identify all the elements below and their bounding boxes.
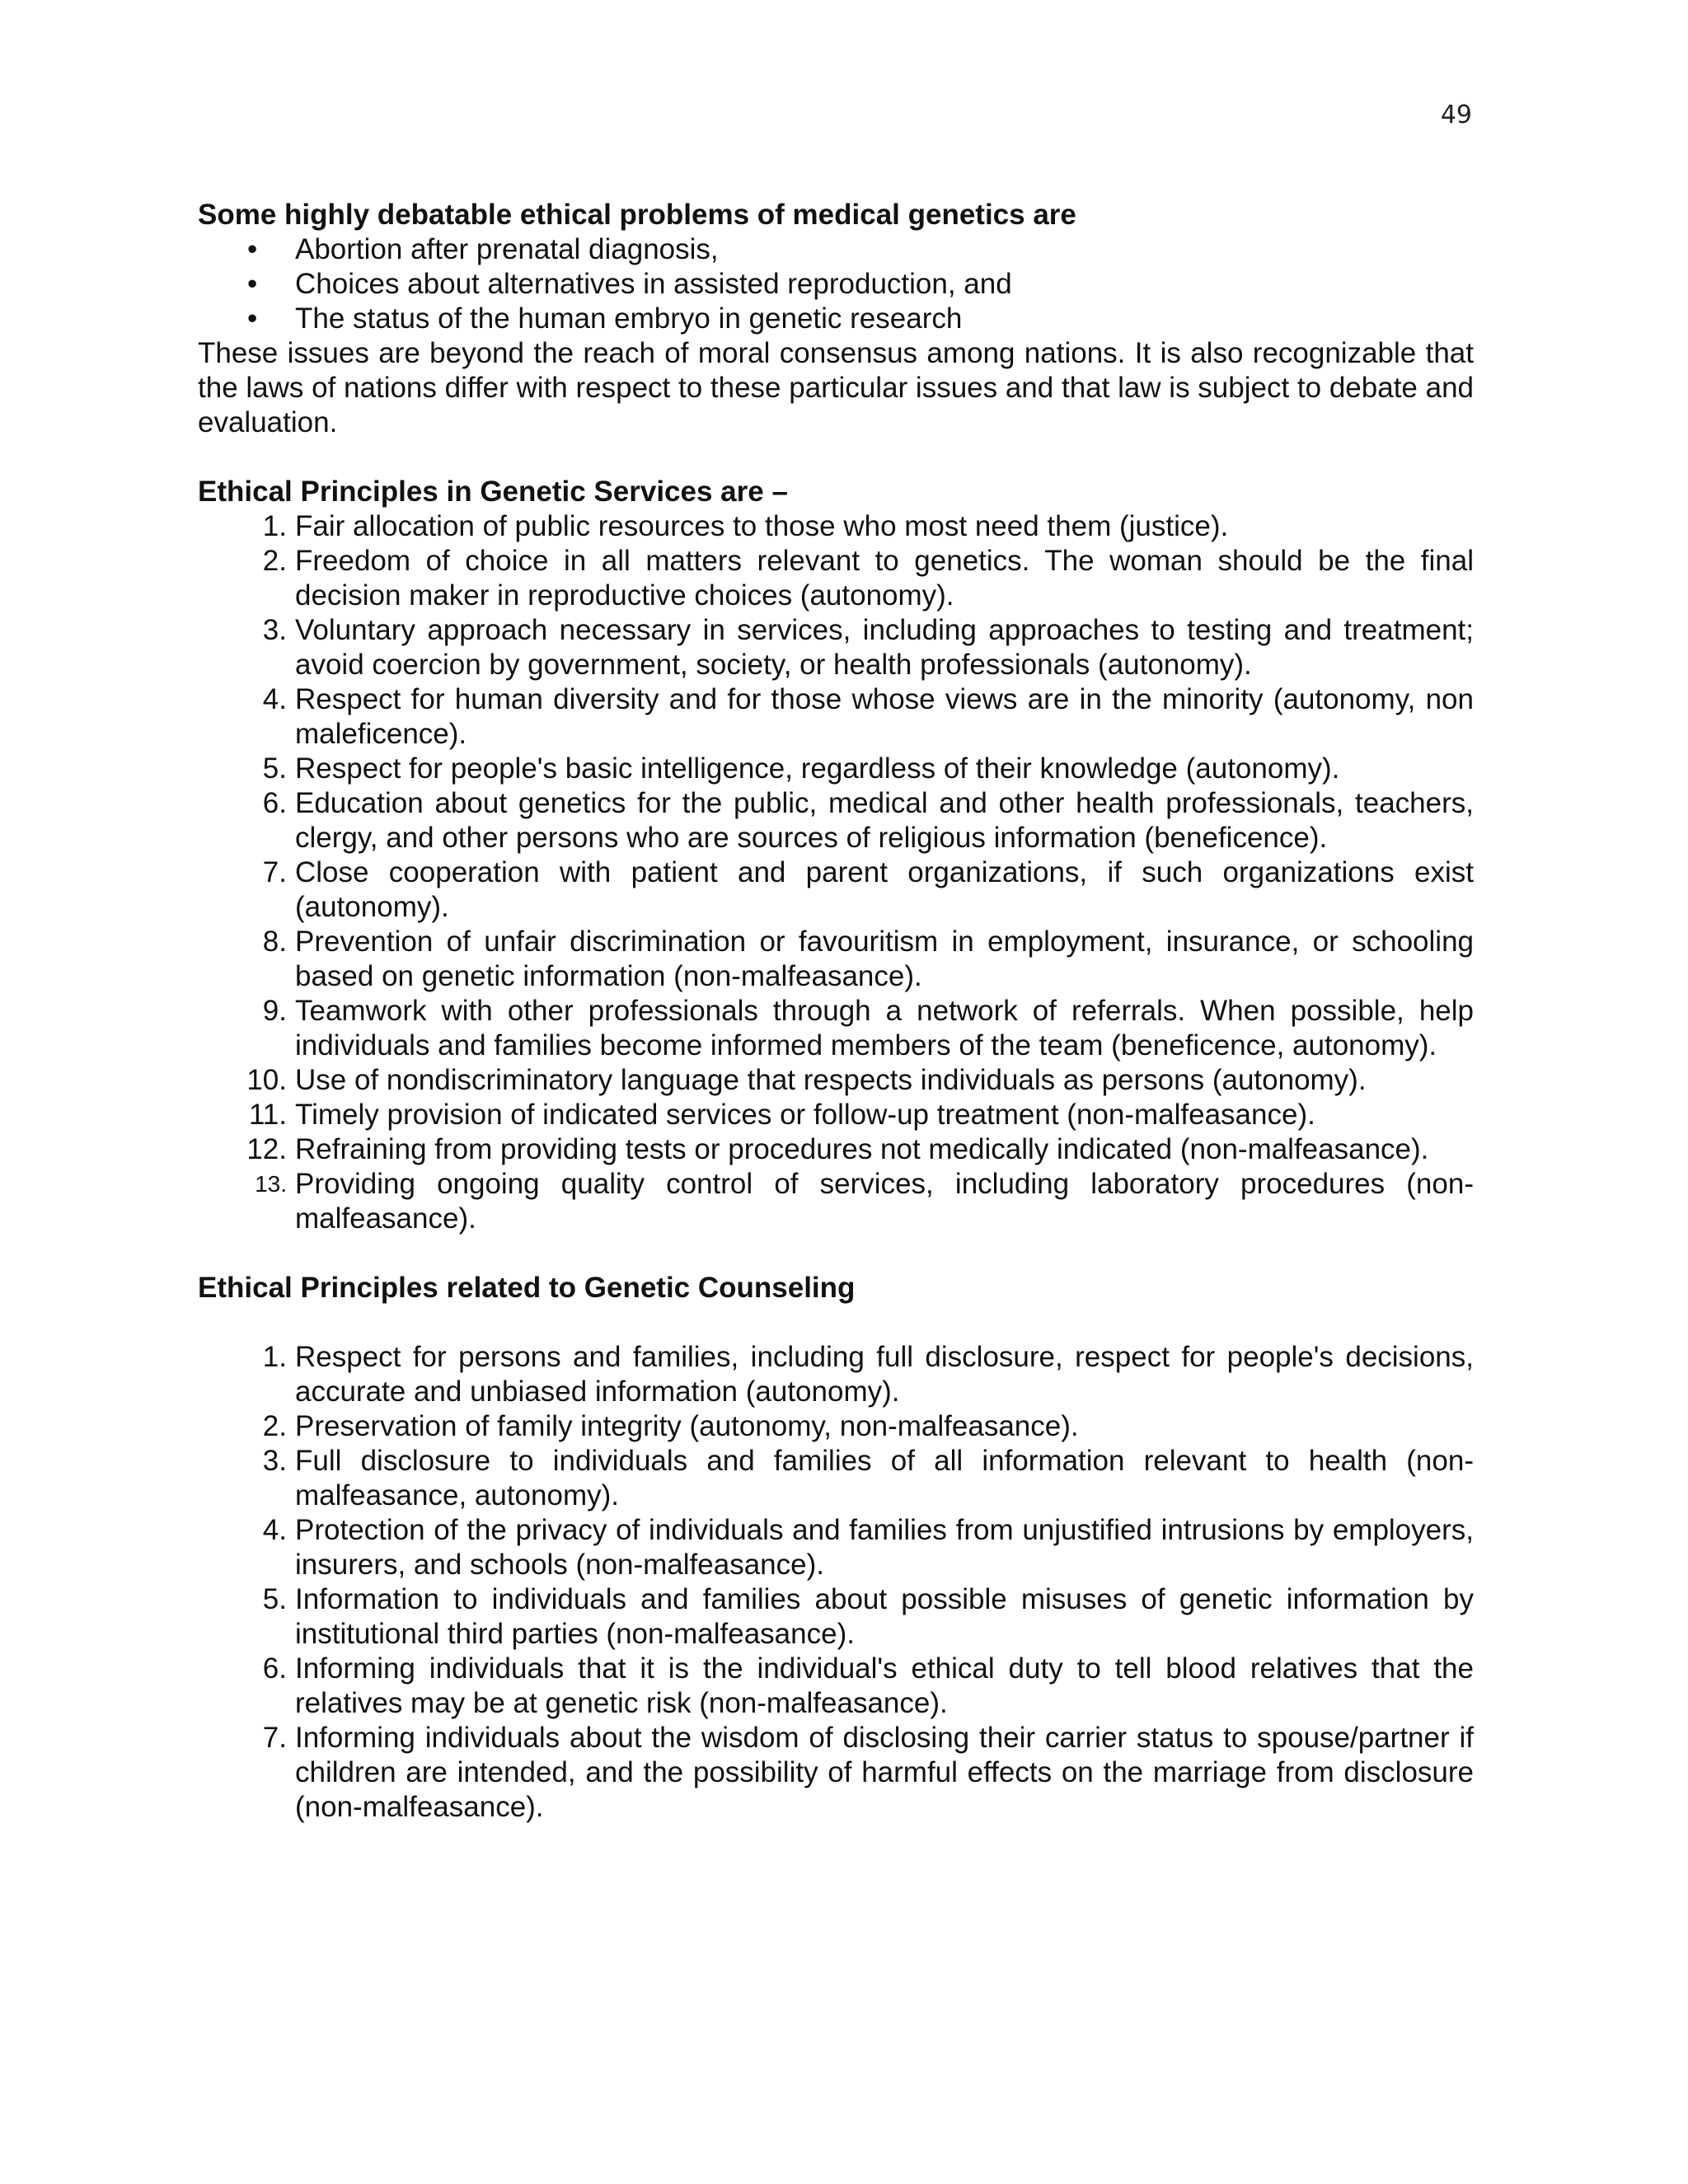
list-item-number: 9. <box>262 995 287 1027</box>
list-item <box>198 1132 1474 1167</box>
list-item <box>198 613 1474 682</box>
list-item-number: 1. <box>262 510 287 542</box>
genetic-services-principles-list <box>198 509 1474 1236</box>
list-item <box>198 682 1474 752</box>
section-heading-genetic-services: Ethical Principles in Genetic Services are – <box>198 476 788 508</box>
list-item <box>198 1063 1474 1098</box>
list-item-number: 8. <box>262 926 287 958</box>
list-item-number: 4. <box>262 1514 287 1546</box>
page-content <box>198 198 1474 1825</box>
debatable-problems-list <box>198 232 1474 336</box>
list-item-text: Fair allocation of public resources to those who most need them (justice). <box>295 510 1229 542</box>
list-item-text: Preservation of family integrity (autonomy, non-malfeasance). <box>295 1410 1079 1442</box>
list-item-number: 6. <box>262 1652 287 1685</box>
list-item-text: Timely provision of indicated services or follow-up treatment (non-malfeasance). <box>295 1099 1315 1131</box>
list-item-number: 2. <box>262 1410 287 1442</box>
list-item <box>198 1409 1474 1444</box>
list-item-text: Teamwork with other professionals through a network of referrals. When possible, help individuals and families become informed members of the team (beneficence, autonomy). <box>295 995 1474 1062</box>
list-item-text: Use of nondiscriminatory language that respects individuals as persons (autonomy). <box>295 1064 1367 1096</box>
list-item-number: 4. <box>262 683 287 715</box>
list-item-text: Close cooperation with patient and parent organizations, if such organizations exist (autonomy). <box>295 856 1474 923</box>
list-item <box>198 925 1474 994</box>
list-item-number: 3. <box>262 1445 287 1477</box>
list-item-number: 7. <box>262 1722 287 1754</box>
list-item <box>198 544 1474 613</box>
list-item-text: Informing individuals about the wisdom of disclosing their carrier status to spouse/partner if children are intended, and the possibility of harmful effects on the marriage from disclosure (non-malfeasance). <box>295 1722 1474 1823</box>
list-item <box>198 1444 1474 1513</box>
list-item <box>198 267 1474 302</box>
bullet-icon: • <box>247 268 258 300</box>
list-item <box>198 752 1474 786</box>
list-item <box>198 786 1474 855</box>
list-item-text: Information to individuals and families about possible misuses of genetic information by institutional third parties (non-malfeasance). <box>295 1583 1474 1650</box>
list-item <box>198 1340 1474 1409</box>
list-item <box>198 232 1474 267</box>
list-item-number: 10. <box>246 1064 287 1096</box>
list-item <box>198 994 1474 1063</box>
list-item <box>198 1582 1474 1652</box>
list-item-text: Respect for persons and families, including full disclosure, respect for people's decisions, accurate and unbiased information (autonomy). <box>295 1341 1474 1408</box>
list-item-number: 7. <box>262 856 287 888</box>
list-item-text: Respect for people's basic intelligence, regardless of their knowledge (autonomy). <box>295 752 1340 785</box>
list-item-number: 13. <box>255 1171 287 1197</box>
list-item-text: Informing individuals that it is the individual's ethical duty to tell blood relatives that the relatives may be at genetic risk (non-malfeasance). <box>295 1652 1474 1719</box>
list-item-number: 11. <box>248 1099 287 1131</box>
list-item <box>198 1167 1474 1236</box>
bullet-icon: • <box>247 233 258 265</box>
list-item-text: Prevention of unfair discrimination or favouritism in employment, insurance, or schooling based on genetic information (non-malfeasance). <box>295 926 1474 992</box>
consensus-paragraph: These issues are beyond the reach of moral consensus among nations. It is also recognizable that the laws of nations differ with respect to these particular issues and that law is subject to debate and evaluation. <box>198 337 1475 438</box>
list-item <box>198 509 1474 544</box>
list-item <box>198 1721 1474 1825</box>
list-item-text: Abortion after prenatal diagnosis, <box>295 233 719 265</box>
bullet-icon: • <box>247 302 258 335</box>
list-item-number: 5. <box>262 1583 287 1615</box>
page-number: 49 <box>1440 101 1472 129</box>
list-item-text: Providing ongoing quality control of services, including laboratory procedures (non-malfeasance). <box>295 1168 1474 1235</box>
genetic-counseling-principles-list <box>198 1340 1474 1825</box>
list-item-text: Refraining from providing tests or procedures not medically indicated (non-malfeasance). <box>295 1133 1429 1165</box>
list-item <box>198 302 1474 336</box>
list-item-text: The status of the human embryo in genetic research <box>295 302 963 335</box>
list-item-number: 12. <box>246 1133 287 1165</box>
section-heading-debatable-problems: Some highly debatable ethical problems of medical genetics are <box>198 199 1076 231</box>
list-item-text: Choices about alternatives in assisted reproduction, and <box>295 268 1012 300</box>
list-item-text: Full disclosure to individuals and families of all information relevant to health (non-malfeasance, autonomy). <box>295 1445 1474 1511</box>
section-heading-genetic-counseling: Ethical Principles related to Genetic Counseling <box>198 1272 856 1304</box>
list-item-text: Protection of the privacy of individuals and families from unjustified intrusions by employers, insurers, and schools (non-malfeasance). <box>295 1514 1474 1581</box>
list-item-text: Education about genetics for the public, medical and other health professionals, teachers, clergy, and other persons who are sources of religious information (beneficence). <box>295 787 1474 854</box>
list-item-number: 3. <box>262 614 287 646</box>
list-item <box>198 1098 1474 1132</box>
list-item-number: 2. <box>262 545 287 577</box>
list-item-text: Respect for human diversity and for those whose views are in the minority (autonomy, non maleficence). <box>295 683 1474 750</box>
list-item <box>198 855 1474 925</box>
list-item-number: 1. <box>262 1341 287 1373</box>
list-item-number: 5. <box>262 752 287 785</box>
list-item-number: 6. <box>262 787 287 819</box>
list-item-text: Freedom of choice in all matters relevant to genetics. The woman should be the final decision maker in reproductive choices (autonomy). <box>295 545 1474 612</box>
list-item <box>198 1652 1474 1721</box>
list-item-text: Voluntary approach necessary in services, including approaches to testing and treatment; avoid coercion by government, society, or health professionals (autonomy). <box>295 614 1474 681</box>
list-item <box>198 1513 1474 1582</box>
